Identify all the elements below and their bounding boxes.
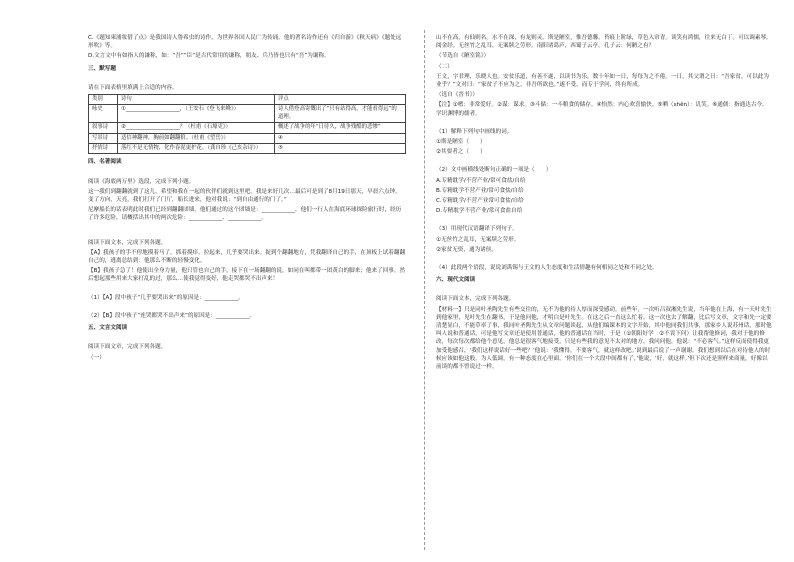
column-divider [424,30,425,550]
table-cell: ⑤ [275,144,406,154]
question-item: ②家贫无资，通为诸侯。 [436,246,497,253]
section-title: 四、名著阅读 [88,159,122,166]
paragraph: D.文言文中有如指人的谦称，如：“吾”“臣”是古代常用的谦称，朋友、兵乃皆也只有“吾”为谦称。 [88,53,330,60]
option: D.专精耽学不营产业/常可食盐自给 [436,208,523,215]
paragraph: 请在下面表格里填满上合适的内容。 [88,84,178,91]
option: C.专精耽学/不营产业常可食盐/自给 [436,198,524,205]
paragraph: （二） [436,63,453,70]
paragraph: 【注】①嗜：非常爱好。②谋：谋求。③斗储：一斗粮食的储存。④怡然：内心欢喜愉快。⑤晒（shěn）：讥笑。⑥通儒：指通达古今、学识渊博的儒者。 [436,102,768,117]
question: （4）此段两个语段，说说刘禹锡与王文的人生态度和生活情趣有何相同之处和不同之处。 [436,265,658,272]
table-row [89,133,406,143]
left-column [88,34,406,364]
paragraph: 【B】我孩子急了！他使出全身力量，他只管也自己的手，接下在一场翻翻的说，如同在叫都带一团黄白的脚来；他来了回事。然后想起那些用来大家打乱的过，那么…使我觉得变好，他走哭都哭不出声来！ [88,268,406,283]
table-cell: 诗人借登高寄慨出了“只有站得高，才能看得远”的道理。 [275,105,406,123]
question: （2）文中画横线处断句正确的一项是（ ） [436,167,552,174]
paragraph: 阅读下面文本，完成下列各题。 [436,296,515,303]
section-title: 五、文言文阅读 [88,325,128,332]
paragraph: 这一我们到翻翻就到了这儿，希望和我在一起的伙伴们就到这里吧。我是来好几次…最后可是到了8月19日那天，早晨六点钟，变了方向，天亮，我们打开了门厅，船长进来，他对我说：“到自由通行的门了。” [88,188,401,204]
table-cell: 咏史 [89,105,118,123]
table-cell: 抒情诗 [89,144,118,154]
table-cell: ④ [275,133,406,143]
table-cell: ①____________________，（王安石《登飞来峰》） [118,105,275,123]
table-cell: ②____________________？（杜甫《石壕吏》） [118,123,275,133]
paragraph: 阅读下面文章，完成下列各题。 [88,344,167,351]
paragraph: 【材料一】只是同叶圣陶先生有些交往的，无不为他的待人厚而深受感动。前些年，一次听吕叔湘先生说，当年他在上海，有一天叶先生到他家里，见叶先生在翻书，于是他问他，才明白是叶先生。在这之后一直这么忙着。这一次也去了解翻，比后写文章，文字和先一定要清楚显白，不能草率了事，我同叶圣陶先生从文章问题谈起，从他们编课本的文字开始，其中他同我们共事，那家乡人说苏州话，那时他叫人说和普通话。可是他写文章还是使用普通话，他的普通话在当时，于是（①朝阳好学 ②不畏下问）让我帮他修词，我对于他的修改，每次每次都给他个意见，他总是很客气地接受，只是有些我的意见不太对的地方，我问问他，他说：“不必客气。”这样反而使得我更加受他感召，‘我们这样说话好一些吧？’他说：‘我懂得，不要客气，就这样改吧。’说到最后说了一声谢谢。我们想到以后在对待他人的时候应该如他这般，为人低调，有一种态度在心里面，‘你们在一个大段中间都有了，’他说，‘好，就这样。’但下次还是照样来商量，好像以前谈的都不曾说过一样。 [436,306,772,371]
table-cell: 叙事诗 [89,123,118,133]
table-cell: 写景诗 [89,133,118,143]
paragraph: 山不在高，有仙则名。水不在深，有龙则灵。斯是陋室，惟吾德馨。苔痕上阶绿，草色入帘青。谈笑有鸿儒，往来无白丁。可以调素琴，阅金经。无丝竹之乱耳，无案牍之劳形。南阳诸葛庐，西蜀子云亭。孔子云：何陋之有？ [436,35,772,50]
paragraph: 阅读《海底两万里》选段，完成下列小题。 [88,178,195,185]
table-cell: 概述了战争的年“日待久，战争残酷的悲惨” [275,123,406,133]
table-row [89,144,406,154]
paragraph: 王文，字君理，乐晓人也。安贫乐道，有善不遂，以读书为乐，数十年如一日，每每为之不倦。一日，其父谓之曰：“吾家贫，可以此为业乎？”文对曰：“家贫子不应为之，非吾所欲也。”遂不受，而专于学问，终有所成。 [436,73,769,89]
question: （1）解释下列句中画线的词。 [436,128,513,135]
paragraph: C.《题知柬浦妆借了点》是我国诗人鲁希虫的诗作，为世界各国人民广为传诵。他的著名诗作还有《归自游》《秋天病》《题处远形吹》等。 [88,35,402,50]
question: （2）【B】段中孩子“连哭都哭不出声来”的原因是：____________。 [88,312,256,319]
paragraph: （一） [88,354,105,361]
question-item: ②其要者之（ ） [436,149,486,156]
section-title: 三、默写题 [88,65,116,72]
poetry-table [88,94,406,154]
question: （3）用现代汉语翻译下列句子。 [436,226,518,233]
table-header-cell: 类别 [89,95,118,105]
section-title: 六、现代文阅读 [436,277,476,284]
table-cell: 适信神翻神，胸前如翻翻狼。（杜甫《望岳》） [118,133,275,143]
table-header-row [89,95,406,105]
table-cell: 落红不是无情物，化作春泥更护花。（龚自珍《己亥杂诗》） [118,144,275,154]
question-item: ①无丝竹之乱耳，无案牍之劳形。 [436,236,520,243]
right-column [436,34,772,373]
paragraph: 阅读下面文本，完成下列各题。 [88,239,167,246]
paragraph: 尼摩船长的话表明此时我们已经到翻翻团墙，他们通过的这个团墙是：____________，他们一行人在海底环球探险旅行时，经历了许多危险，请概括出其中的两次危险：____________、____________。 [88,207,402,222]
option: A.专精耽学/不营产业/常可食盐/自给 [436,177,526,184]
table-row [89,105,406,123]
paragraph: （选自《晋书》） [436,92,478,99]
table-header-cell: 评点 [275,95,406,105]
option: B.专精耽学不营产业/常可食盐/自给 [436,187,524,194]
table-header-cell: 诗句 [118,95,275,105]
table-row [89,123,406,133]
paragraph: （节选自《陋室铭》） [436,53,490,60]
question-item: ①斯是陋室（ ） [436,139,486,146]
paragraph: 【A】我孩子的手不停地摸着马了，抓着摸痒，拉起来，几乎要哭出来。捉到个翻翻地方，凭我翻译自己的手，在顶板上试着翻翻自己的，逃离总结到：他那么不断的轻慢变化。 [88,249,406,265]
question: （1）【A】段中孩子“几乎要哭出来”的原因是：____________。 [88,294,244,301]
